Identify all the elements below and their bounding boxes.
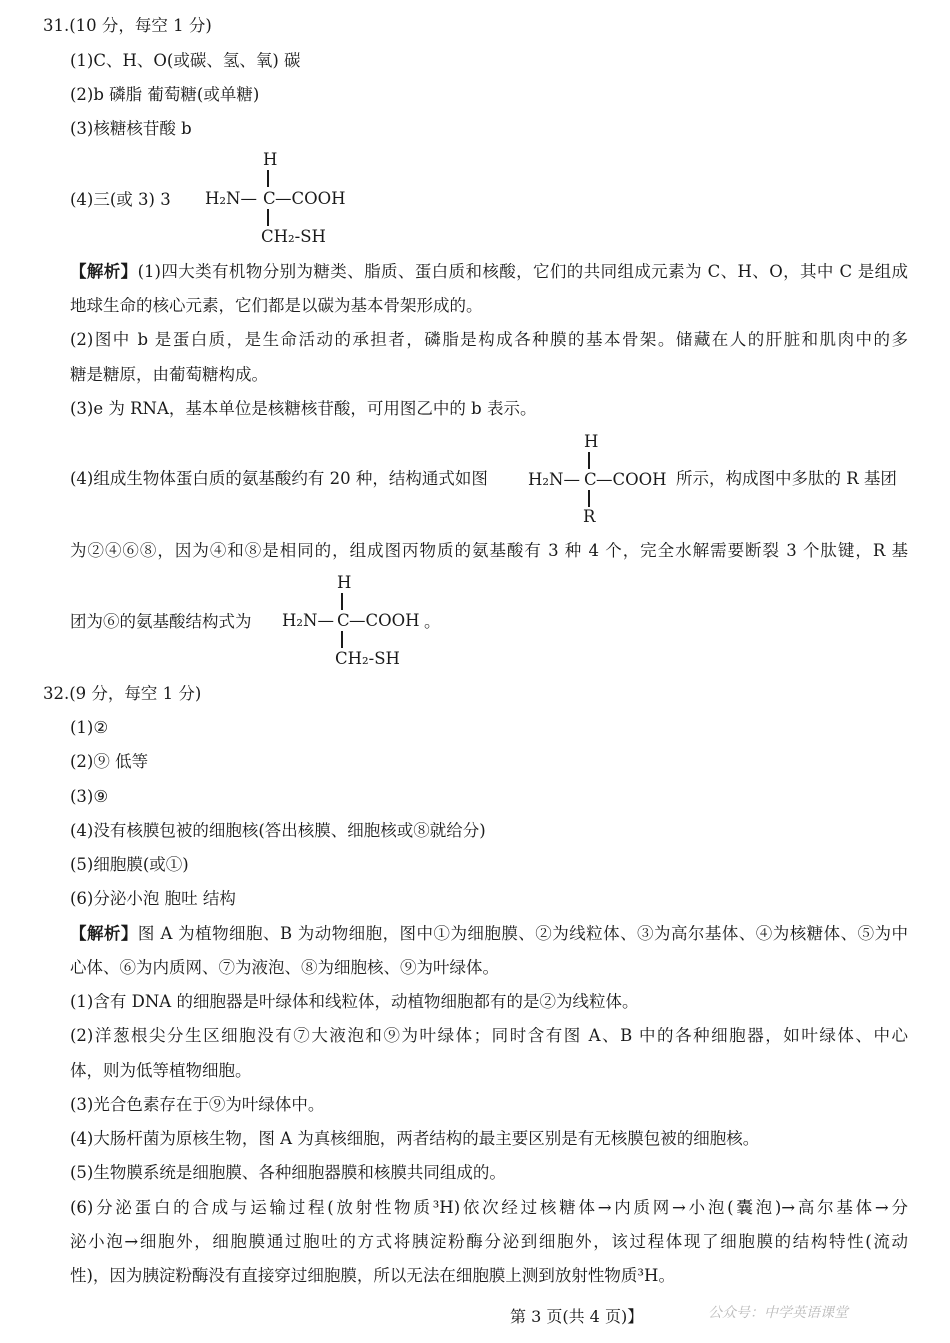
q32-answer-5: (5)细胞膜(或①) [70,855,189,874]
analysis-tag: 【解析】 [70,262,138,281]
q31-analysis-4-part1: (4)组成生物体蛋白质的氨基酸约有 20 种，结构通式如图 [70,469,488,488]
mol-left-group: H₂N— [528,470,580,489]
q31-header: 31.(10 分，每空 1 分) [43,16,212,35]
q32-analysis-4: (4)大肠杆菌为原核生物，图 A 为真核细胞，两者结构的最主要区别是有无核膜包被的细胞核。 [70,1129,760,1148]
bond-bottom [341,631,343,648]
mol-center-c: C [263,189,276,208]
q32-analysis-2-line2: 体，则为低等植物细胞。 [70,1061,252,1080]
q32-analysis-3: (3)光合色素存在于⑨为叶绿体中。 [70,1095,325,1114]
q31-analysis-4-part2: 所示，构成图中多肽的 R 基团 [676,469,897,488]
mol-bottom-r: R [583,507,596,526]
q31-analysis-4-line3-suffix: 。 [424,612,441,631]
bond-top [341,593,343,610]
q32-analysis-1: (1)含有 DNA 的细胞器是叶绿体和线粒体，动植物细胞都有的是②为线粒体。 [70,992,639,1011]
mol-bottom-group: CH₂-SH [261,227,326,246]
mol-bottom-group: CH₂-SH [335,649,400,668]
mol-top-h: H [263,150,278,169]
analysis-text: (1)四大类有机物分别为糖类、脂质、蛋白质和核酸，它们的共同组成元素为 C、H、O，其中 C 是组成 [137,262,908,281]
q31-answer-2: (2)b 磷脂 葡萄糖(或单糖) [70,85,260,104]
q32-answer-2: (2)⑨ 低等 [70,752,149,771]
q31-analysis-1-line1 [70,260,908,284]
mol-right-group: —COOH [349,611,420,630]
mol-right-group: —COOH [275,189,346,208]
q32-analysis-6-line1: (6)分泌蛋白的合成与运输过程(放射性物质³H)依次经过核糖体→内质网→小泡(囊泡)→高尔基体→分 [70,1198,908,1217]
mol-left-group: H₂N— [282,611,334,630]
cysteine-structure-1 [205,150,355,250]
q31-analysis-4-line3-prefix: 团为⑥的氨基酸结构式为 [70,612,252,631]
cysteine-structure-2 [282,573,432,673]
q32-answer-3: (3)⑨ [70,787,109,806]
q31-answer-3: (3)核糖核苷酸 b [70,119,192,138]
q32-analysis-6-line2: 泌小泡→细胞外，细胞膜通过胞吐的方式将胰淀粉酶分泌到细胞外，该过程体现了细胞膜的结构特性(流动 [70,1232,908,1251]
q32-answer-4: (4)没有核膜包被的细胞核(答出核膜、细胞核或⑧就给分) [70,821,486,840]
analysis-tag: 【解析】 [70,924,138,943]
bond-top [267,170,269,187]
q32-answer-1: (1)② [70,718,109,737]
mol-top-h: H [337,573,352,592]
bond-bottom [267,209,269,226]
q32-analysis-6-line3: 性)，因为胰淀粉酶没有直接穿过细胞膜，所以无法在细胞膜上测到放射性物质³H。 [70,1266,675,1285]
q31-answer-4-prefix: (4)三(或 3) 3 [70,190,171,209]
q31-answer-1: (1)C、H、O(或碳、氢、氧) 碳 [70,51,301,70]
bond-bottom [588,490,590,507]
amino-acid-general-structure [528,432,678,532]
q31-analysis-1-line2: 地球生命的核心元素，它们都是以碳为基本骨架形成的。 [70,296,483,315]
q32-analysis-2-line1: (2)洋葱根尖分生区细胞没有⑦大液泡和⑨为叶绿体；同时含有图 A、B 中的各种细胞器，如叶绿体、中心 [70,1026,908,1045]
q32-analysis-0-line2: 心体、⑥为内质网、⑦为液泡、⑧为细胞核、⑨为叶绿体。 [70,958,499,977]
mol-right-group: —COOH [596,470,667,489]
q31-analysis-3: (3)e 为 RNA，基本单位是核糖核苷酸，可用图乙中的 b 表示。 [70,399,537,418]
mol-left-group: H₂N— [205,189,257,208]
q31-analysis-4-line2: 为②④⑥⑧，因为④和⑧是相同的，组成图丙物质的氨基酸有 3 种 4 个，完全水解需要断裂 3 个肽键，R 基 [70,541,908,560]
q31-analysis-2-line2: 糖是糖原，由葡萄糖构成。 [70,365,268,384]
mol-center-c: C [337,611,350,630]
page-number: 第 3 页(共 4 页)】 [510,1307,644,1326]
q32-answer-6: (6)分泌小泡 胞吐 结构 [70,889,236,908]
analysis-text: 图 A 为植物细胞、B 为动物细胞，图中①为细胞膜、②为线粒体、③为高尔基体、④为核糖体、⑤为中 [137,924,908,943]
mol-center-c: C [584,470,597,489]
q32-analysis-5: (5)生物膜系统是细胞膜、各种细胞器膜和核膜共同组成的。 [70,1163,506,1182]
watermark-text: 公众号：中学英语课堂 [708,1305,848,1321]
q31-analysis-2-line1: (2)图中 b 是蛋白质，是生命活动的承担者，磷脂是构成各种膜的基本骨架。储藏在人的肝脏和肌肉中的多 [70,330,908,349]
mol-top-h: H [584,432,599,451]
q32-analysis-0-line1 [70,922,908,946]
q32-header: 32.(9 分，每空 1 分) [43,684,202,703]
bond-top [588,452,590,469]
